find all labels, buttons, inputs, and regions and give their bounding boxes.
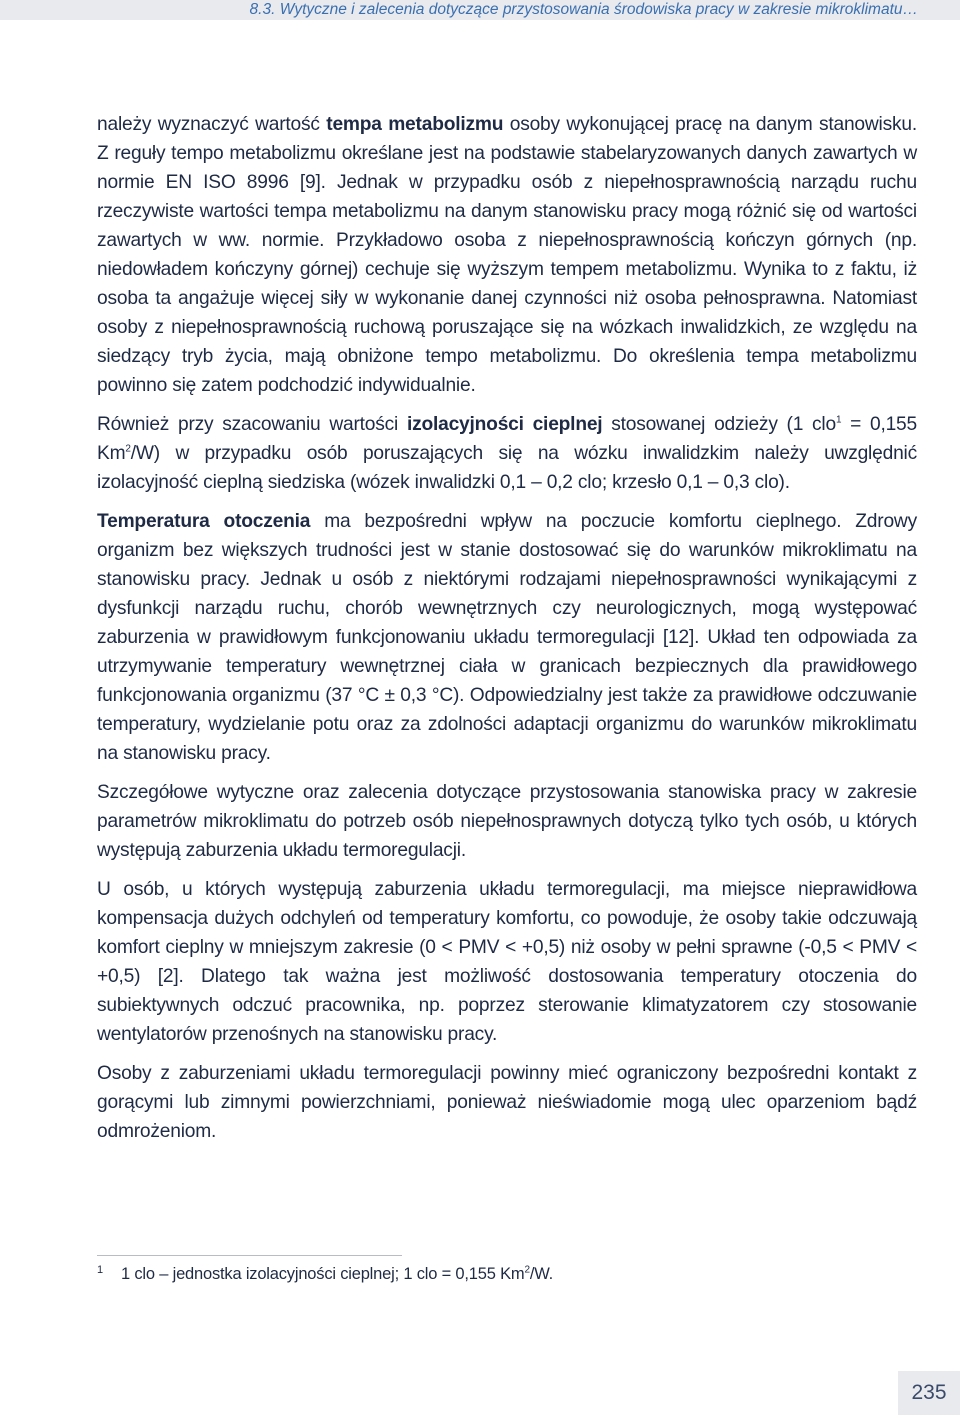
p2-text-c: stosowanej odzieży (1 clo xyxy=(602,414,836,435)
term-ambient-temperature: Temperatura otoczenia xyxy=(97,511,311,532)
running-header-title: 8.3. Wytyczne i zalecenia dotyczące przystosowania środowiska pracy w zakresie mikroklimatu… xyxy=(249,1,918,18)
superscript-exponent: 2 xyxy=(125,443,131,455)
paragraph-hot-cold-surfaces: Osoby z zaburzeniami układu termoregulacji powinny mieć ograniczony bezpośredni kontakt z gorącymi lub zimnymi powierzchniami, ponieważ nieświadomie mogą ulec oparzeniom bądź odmrożeniom. xyxy=(97,1063,917,1142)
paragraph-metabolism xyxy=(97,110,917,400)
footnote-superscript: 2 xyxy=(524,1264,530,1276)
p1-text-c: osoby wykonującej pracę na danym stanowisku. Z reguły tempo metabolizmu określane jest na podstawie stabelaryzowanych danych zawartych w normie EN ISO 8996 [9]. Jednak w przypadku osób z niepełnosprawnością narządu ruchu rzeczywiste wartości tempa metabolizmu na danym stanowisku pracy mogą różnić się od wartości zawartych w ww. normie. Przykładowo osoba z niepełnosprawnością kończyn górnych (np. niedowładem kończyny górnej) cechuje się wyższym tempem metabolizmu. Wynika to z faktu, iż osoba ta angażuje więcej siły w wykonanie danej czynności niż osoba pełnosprawna. Natomiast osoby z niepełnosprawnością ruchową poruszające się na wózkach inwalidzkich, ze względu na siedzący tryb życia, mają obniżone tempo metabolizmu. Do określenia tempa metabolizmu powinno się zatem podchodzić indywidualnie. xyxy=(97,114,918,396)
running-header xyxy=(0,0,960,20)
body-text xyxy=(97,110,917,1156)
p2-text-d: = 0,155 Km xyxy=(97,414,917,464)
p2-text-e: /W) w przypadku osób poruszających się na wózku inwalidzkim należy uwzględnić izolacyjność cieplną siedziska (wózek inwalidzki 0,1 – 0,2 clo; krzesło 0,1 – 0,3 clo). xyxy=(97,443,917,493)
p3-text-c: ma bezpośredni wpływ na poczucie komfortu cieplnego. Zdrowy organizm bez większych trudności jest w stanie dostosować się do warunków mikroklimatu na stanowisku pracy. Jednak u osób z niektórymi rodzajami niepełnosprawności wynikającymi z dysfunkcji narządu ruchu, chorób wewnętrznych czy neurologicznych, mogą występować zaburzenia w prawidłowym funkcjonowaniu układu termoregulacji [12]. Układ ten odpowiada za utrzymywanie temperatury wewnętrznej ciała w granicach bezpiecznych dla prawidłowego funkcjonowania organizmu (37 °C ± 0,3 °C). Odpowiedzialny jest także za prawidłowe odczuwanie temperatury, wydzielanie potu oraz za zdolności adaptacji organizmu do warunków mikroklimatu na stanowisku pracy. xyxy=(97,511,917,764)
paragraph-ambient-temperature xyxy=(97,507,917,768)
term-thermal-insulation: izolacyjności cieplnej xyxy=(406,414,603,435)
p2-text-a: Również przy szacowaniu wartości xyxy=(97,414,407,435)
paragraph-thermoregulation-disorders: U osób, u których występują zaburzenia układu termoregulacji, ma miejsce nieprawidłowa kompensacja dużych odchyleń od temperatury komfortu, co powoduje, że osoby takie odczuwają komfort cieplny w mniejszym zakresie (0 < PMV < +0,5) niż osoby w pełni sprawne (-0,5 < PMV < +0,5) [2]. Dlatego tak ważna jest możliwość dostosowania temperatury otoczenia do subiektywnych odczuć pracownika, np. poprzez sterowanie klimatyzatorem czy stosowanie wentylatorów przenośnych na stanowisku pracy. xyxy=(97,879,917,1045)
paragraph-guidelines: Szczegółowe wytyczne oraz zalecenia dotyczące przystosowania stanowiska pracy w zakresie parametrów mikroklimatu do potrzeb osób niepełnosprawnych dotyczą tylko tych osób, u których występują zaburzenia układu termoregulacji. xyxy=(97,782,917,861)
footnote-divider xyxy=(97,1255,402,1256)
footnote-text-a: 1 clo – jednostka izolacyjności cieplnej; 1 clo = 0,155 Km xyxy=(121,1265,525,1283)
paragraph-clothing-insulation xyxy=(97,410,917,497)
footnote-reference[interactable]: 1 xyxy=(835,414,842,426)
term-metabolic-rate: tempa metabolizmu xyxy=(326,114,504,135)
page-number: 235 xyxy=(898,1371,960,1415)
footnote: 1 1 clo – jednostka izolacyjności cieplnej; 1 clo = 0,155 Km$^2$/W. xyxy=(97,1263,554,1283)
footnote-text-b: /W. xyxy=(529,1265,554,1283)
p1-text-a: należy wyznaczyć wartość xyxy=(97,114,327,135)
